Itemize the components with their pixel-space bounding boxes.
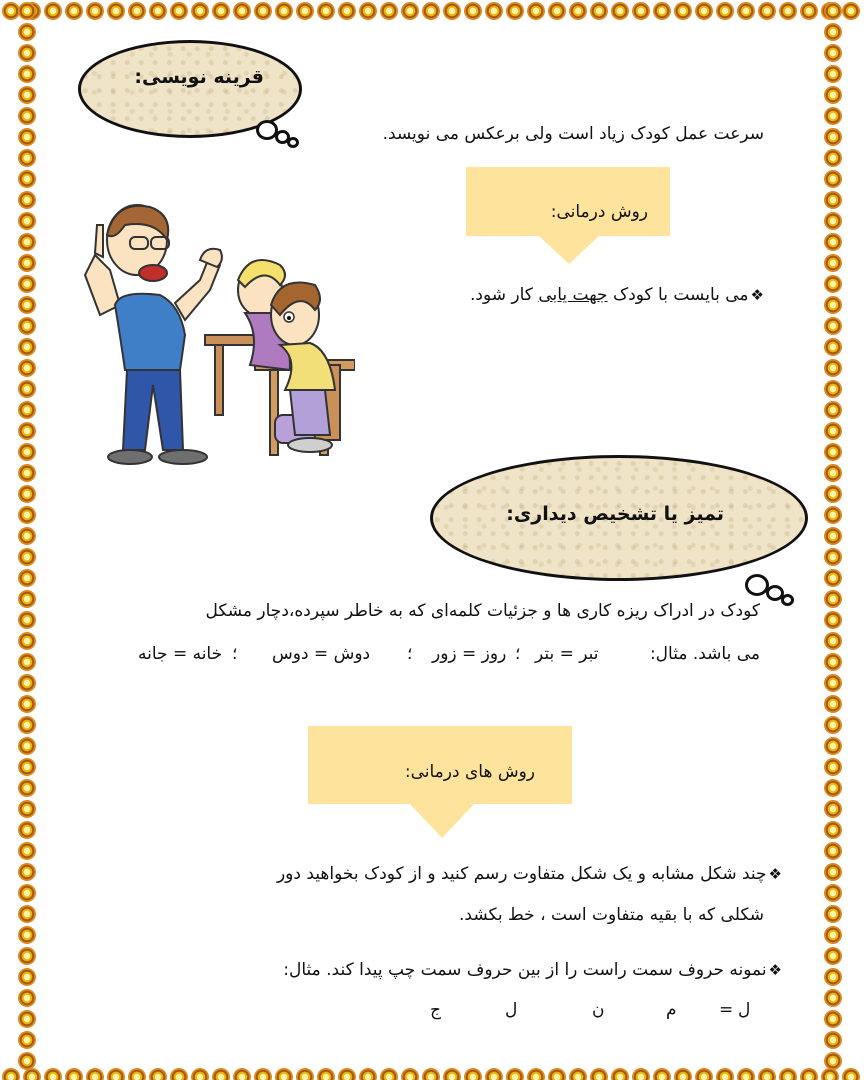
flower-ornament-icon [18,905,36,923]
flower-ornament-icon [401,1068,419,1080]
flower-ornament-icon [632,1068,650,1080]
diamond-bullet-icon: ❖ [768,961,782,979]
flower-ornament-icon [18,464,36,482]
flower-ornament-icon [18,632,36,650]
flower-ornament-icon [824,905,842,923]
flower-ornament-icon [317,2,335,20]
flower-ornament-icon [275,1068,293,1080]
flower-ornament-icon [824,23,842,41]
flower-ornament-icon [86,2,104,20]
flower-ornament-icon [758,1068,776,1080]
flower-ornament-icon [527,1068,545,1080]
bullet-direction-finding: ❖می بایست با کودک جهت یابی کار شود. [470,285,764,305]
flower-ornament-icon [254,1068,272,1080]
flower-ornament-icon [338,1068,356,1080]
flower-ornament-icon [18,926,36,944]
flower-ornament-icon [18,380,36,398]
flower-ornament-icon [18,968,36,986]
flower-ornament-icon [18,254,36,272]
flower-ornament-icon [716,1068,734,1080]
example-pair: دوش = دوس [272,644,371,664]
flower-ornament-icon [359,2,377,20]
flower-ornament-icon [18,737,36,755]
flower-ornament-icon [824,254,842,272]
flower-ornament-icon [569,1068,587,1080]
flower-ornament-icon [18,758,36,776]
teacher-students-illustration [75,195,355,470]
flower-ornament-icon [695,1068,713,1080]
letter-option: م [666,1000,677,1020]
flower-ornament-icon [107,1068,125,1080]
flower-ornament-icon [674,2,692,20]
flower-ornament-icon [18,863,36,881]
flower-ornament-icon [824,485,842,503]
flower-ornament-icon [212,2,230,20]
flower-ornament-icon [824,170,842,188]
description-reversed-writing: سرعت عمل کودک زیاد است ولی برعکس می نویسد. [382,124,764,144]
flower-ornament-icon [569,2,587,20]
flower-ornament-icon [18,107,36,125]
flower-ornament-icon [824,926,842,944]
letter-option: ن [592,1000,605,1020]
flower-ornament-icon [254,2,272,20]
flower-ornament-icon [824,191,842,209]
flower-ornament-icon [191,2,209,20]
flower-ornament-icon [737,1068,755,1080]
flower-ornament-icon [824,779,842,797]
flower-ornament-icon [401,2,419,20]
flower-ornament-icon [824,506,842,524]
treatment-heading-2: روش های درمانی: [404,762,535,782]
treatment-heading-1: روش درمانی: [550,202,648,222]
flower-ornament-icon [233,1068,251,1080]
flower-ornament-icon [824,884,842,902]
flower-ornament-icon [824,968,842,986]
flower-ornament-icon [18,527,36,545]
flower-ornament-icon [506,2,524,20]
flower-ornament-icon [674,1068,692,1080]
flower-ornament-icon [824,527,842,545]
flower-ornament-icon [18,338,36,356]
flower-ornament-icon [800,1068,818,1080]
flower-ornament-icon [18,695,36,713]
flower-ornament-icon [18,128,36,146]
flower-ornament-icon [824,863,842,881]
flower-ornament-icon [18,212,36,230]
flower-ornament-icon [18,149,36,167]
flower-ornament-icon [18,317,36,335]
flower-ornament-icon [824,275,842,293]
flower-ornament-icon [824,443,842,461]
flower-ornament-icon [18,359,36,377]
flower-ornament-icon [18,443,36,461]
flower-ornament-icon [824,233,842,251]
flower-ornament-icon [824,128,842,146]
flower-ornament-icon [824,653,842,671]
letter-option: ل [505,1000,518,1020]
example-separator: ؛ [232,644,238,664]
flower-ornament-icon [44,1068,62,1080]
flower-ornament-icon [18,548,36,566]
flower-ornament-icon [824,716,842,734]
flower-ornament-icon [824,989,842,1007]
flower-ornament-icon [443,1068,461,1080]
flower-ornament-icon [590,1068,608,1080]
flower-ornament-icon [824,296,842,314]
flower-ornament-icon [233,2,251,20]
flower-ornament-icon [18,401,36,419]
flower-ornament-icon [653,2,671,20]
flower-ornament-icon [824,737,842,755]
flower-ornament-icon [824,380,842,398]
flower-ornament-icon [18,296,36,314]
flower-ornament-icon [149,1068,167,1080]
example-pair: خانه = جانه [138,644,223,664]
thought-bubble-dot [287,137,299,148]
flower-ornament-icon [824,1031,842,1049]
flower-ornament-icon [824,107,842,125]
flower-ornament-icon [824,569,842,587]
flower-ornament-icon [18,821,36,839]
section-heading-reversed-writing: قرینه نویسی: [134,66,264,88]
flower-ornament-icon [18,716,36,734]
diamond-bullet-icon: ❖ [750,286,764,304]
flower-ornament-icon [275,2,293,20]
example-pair: تبر = بتر [535,644,599,664]
diamond-bullet-icon: ❖ [768,865,782,883]
flower-ornament-icon [18,653,36,671]
section-heading-visual-discrimination: تمیز یا تشخیص دیداری: [506,503,724,525]
flower-ornament-icon [18,44,36,62]
teacher-illustration [85,205,222,464]
letter-option: ج [430,1000,441,1020]
flower-ornament-icon [170,1068,188,1080]
flower-ornament-icon [18,275,36,293]
flower-ornament-icon [800,2,818,20]
flower-ornament-icon [18,779,36,797]
decorative-border-right [820,0,846,1080]
flower-ornament-icon [359,1068,377,1080]
flower-ornament-icon [824,359,842,377]
letter-equals: = [719,1000,734,1020]
flower-ornament-icon [824,1052,842,1070]
decorative-border-top [0,0,864,24]
flower-ornament-icon [824,548,842,566]
flower-ornament-icon [779,1068,797,1080]
flower-ornament-icon [86,1068,104,1080]
flower-ornament-icon [128,1068,146,1080]
flower-ornament-icon [296,1068,314,1080]
flower-ornament-icon [18,842,36,860]
flower-ornament-icon [128,2,146,20]
flower-ornament-icon [548,2,566,20]
flower-ornament-icon [18,947,36,965]
flower-ornament-icon [18,569,36,587]
flower-ornament-icon [611,2,629,20]
flower-ornament-icon [18,23,36,41]
example-separator: ؛ [407,644,413,664]
flower-ornament-icon [506,1068,524,1080]
flower-ornament-icon [695,2,713,20]
flower-ornament-icon [464,2,482,20]
flower-ornament-icon [824,758,842,776]
flower-ornament-icon [824,695,842,713]
flower-ornament-icon [149,2,167,20]
flower-ornament-icon [824,611,842,629]
flower-ornament-icon [18,65,36,83]
flower-ornament-icon [824,842,842,860]
description-visual-discrimination-line1: کودک در ادراک ریزه کاری ها و جزئیات کلمه‌ای که به خاطر سپرده،دچار مشکل [205,601,760,621]
flower-ornament-icon [548,1068,566,1080]
flower-ornament-icon [18,674,36,692]
flower-ornament-icon [18,2,36,20]
underlined-term: جهت یابی [538,285,608,305]
flower-ornament-icon [485,1068,503,1080]
flower-ornament-icon [422,1068,440,1080]
flower-ornament-icon [65,2,83,20]
flower-ornament-icon [18,86,36,104]
flower-ornament-icon [737,2,755,20]
flower-ornament-icon [380,1068,398,1080]
flower-ornament-icon [18,1052,36,1070]
flower-ornament-icon [653,1068,671,1080]
bullet-shape-difference-line2: شکلی که با بقیه متفاوت است ، خط بکشد. [459,905,764,925]
flower-ornament-icon [590,2,608,20]
description-visual-discrimination-line2: می باشد. مثال: [649,644,760,664]
flower-ornament-icon [443,2,461,20]
flower-ornament-icon [18,1031,36,1049]
flower-ornament-icon [824,422,842,440]
flower-ornament-icon [779,2,797,20]
flower-ornament-icon [824,674,842,692]
flower-ornament-icon [824,800,842,818]
flower-ornament-icon [18,884,36,902]
flower-ornament-icon [18,800,36,818]
flower-ornament-icon [824,401,842,419]
flower-ornament-icon [824,632,842,650]
flower-ornament-icon [317,1068,335,1080]
flower-ornament-icon [65,1068,83,1080]
bullet-letter-matching: ❖نمونه حروف سمت راست را از بین حروف سمت چپ پیدا کند. مثال: [283,960,782,980]
flower-ornament-icon [824,590,842,608]
flower-ornament-icon [824,2,842,20]
flower-ornament-icon [191,1068,209,1080]
flower-ornament-icon [485,2,503,20]
flower-ornament-icon [44,2,62,20]
flower-ornament-icon [824,44,842,62]
flower-ornament-icon [824,1010,842,1028]
flower-ornament-icon [18,485,36,503]
flower-ornament-icon [824,65,842,83]
flower-ornament-icon [18,1010,36,1028]
flower-ornament-icon [824,149,842,167]
flower-ornament-icon [18,170,36,188]
flower-ornament-icon [18,590,36,608]
flower-ornament-icon [338,2,356,20]
flower-ornament-icon [107,2,125,20]
flower-ornament-icon [18,506,36,524]
bullet-shape-difference-line1: ❖چند شکل مشابه و یک شکل متفاوت رسم کنید و از کودک بخواهید دور [276,864,782,884]
decorative-border-left [14,0,40,1080]
flower-ornament-icon [296,2,314,20]
flower-ornament-icon [758,2,776,20]
flower-ornament-icon [18,422,36,440]
flower-ornament-icon [824,86,842,104]
flower-ornament-icon [824,212,842,230]
decorative-border-bottom [0,1066,864,1080]
flower-ornament-icon [18,989,36,1007]
flower-ornament-icon [824,338,842,356]
flower-ornament-icon [18,233,36,251]
flower-ornament-icon [380,2,398,20]
flower-ornament-icon [422,2,440,20]
example-separator: ؛ [515,644,521,664]
flower-ornament-icon [170,2,188,20]
example-pair: روز = زور [432,644,507,664]
flower-ornament-icon [464,1068,482,1080]
letter-sample: ل [738,1000,751,1020]
flower-ornament-icon [18,191,36,209]
flower-ornament-icon [527,2,545,20]
flower-ornament-icon [824,464,842,482]
flower-ornament-icon [824,947,842,965]
flower-ornament-icon [632,2,650,20]
flower-ornament-icon [716,2,734,20]
flower-ornament-icon [824,317,842,335]
flower-ornament-icon [18,611,36,629]
flower-ornament-icon [611,1068,629,1080]
thought-bubble-dot [781,594,794,606]
flower-ornament-icon [212,1068,230,1080]
flower-ornament-icon [824,821,842,839]
